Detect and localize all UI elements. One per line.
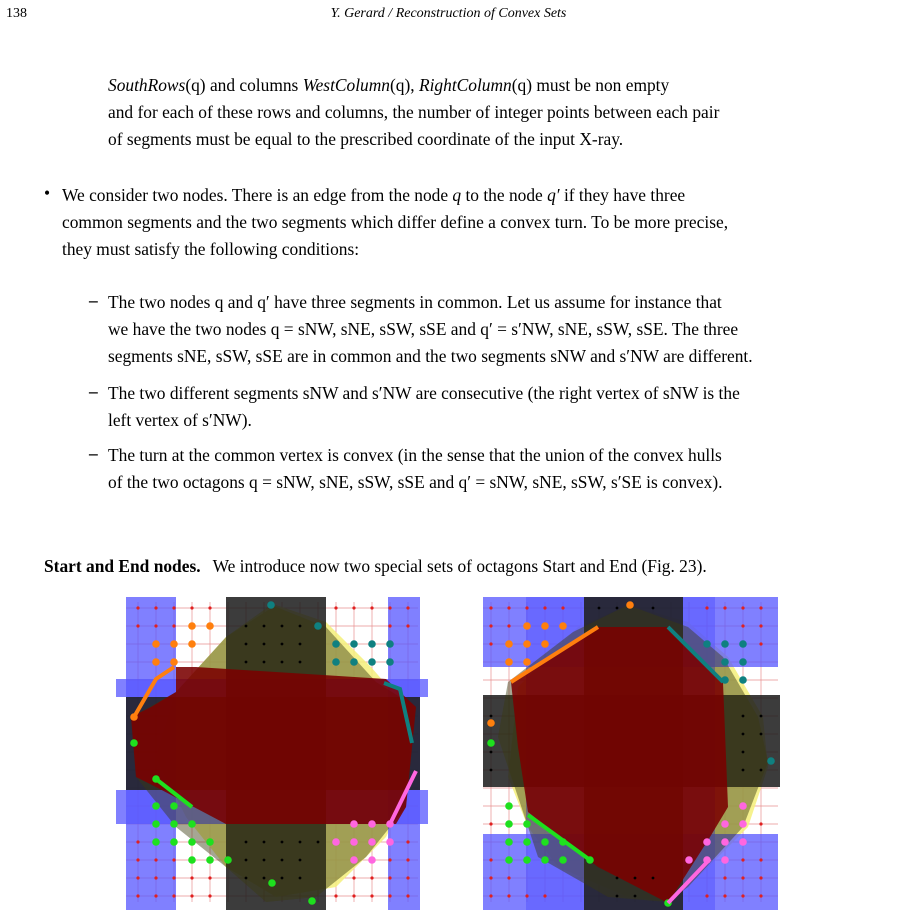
bullet-symbol: •	[44, 183, 51, 203]
item-1-dash: –	[89, 290, 98, 310]
figure-23-right	[478, 597, 783, 910]
item-1-line-1: The two nodes q and q′ have three segments in common. Let us assume for instance that	[108, 292, 722, 312]
bullet-line-3: they must satisfy the following conditions:	[62, 239, 360, 259]
paragraph-1-line-3: of segments must be equal to the prescribed coordinate of the input X-ray.	[108, 129, 624, 149]
paragraph-1-line-2: and for each of these rows and columns, the number of integer points between each pair	[108, 102, 720, 122]
item-1	[108, 289, 888, 370]
paragraph-1	[108, 72, 888, 153]
item-2	[108, 380, 888, 434]
item-2-line-1: The two different segments sNW and s′NW are consecutive (the right vertex of sNW is the	[108, 383, 740, 403]
bullet-line-2: common segments and the two segments which differ define a convex turn. To be more precise,	[62, 212, 729, 232]
section-heading-text: We introduce now two special sets of octagons Start and End (Fig. 23).	[212, 556, 707, 576]
item-1-line-2: we have the two nodes q = sNW, sNE, sSW, sSE and q′ = s′NW, sNE, sSW, sSE. The three	[108, 319, 739, 339]
item-1-line-3: segments sNE, sSW, sSE are in common and the two segments sNW and s′NW are different.	[108, 346, 753, 366]
item-3	[108, 442, 888, 496]
item-2-line-2: left vertex of s′NW).	[108, 410, 252, 430]
page-number: 138	[6, 6, 27, 21]
bullet-paragraph	[62, 182, 890, 263]
figure-23-left	[116, 597, 428, 910]
item-2-dash: –	[89, 381, 98, 401]
item-3-dash: –	[89, 443, 98, 463]
section-heading-title: Start and End nodes.	[44, 556, 201, 576]
paragraph-1-line-1: SouthRows(q) and columns WestColumn(q), RightColumn(q) must be non empty	[108, 75, 670, 95]
item-3-line-2: of the two octagons q = sNW, sNE, sSW, sSE and q′ = sNW, sNE, sSW, s′SE is convex).	[108, 472, 723, 492]
running-title: Y. Gerard / Reconstruction of Convex Sets	[330, 6, 567, 21]
section-heading	[44, 556, 894, 577]
item-3-line-1: The turn at the common vertex is convex (in the sense that the union of the convex hulls	[108, 445, 722, 465]
bullet-line-1: We consider two nodes. There is an edge from the node q to the node q′ if they have three	[62, 185, 686, 205]
page-header	[0, 6, 897, 26]
